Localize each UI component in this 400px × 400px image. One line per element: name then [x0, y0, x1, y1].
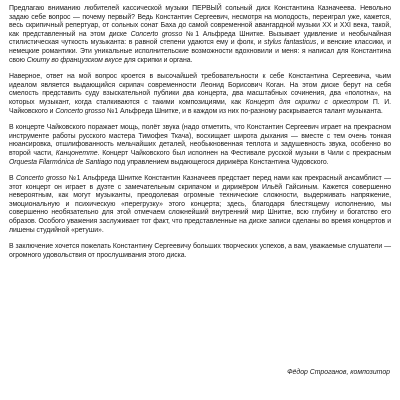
paragraph-intro — [9, 5, 391, 65]
text-segment: №1 Альфреда Шнитке Константин Казначеев предстает перед нами как прекрасный ансамблист — этот концерт он играет в дуэте с замечательным скрипачом и дирижёром Ильёй Гайсиным. Кажется совершенно невероятным, как могут музыканты, преодолевая огромные технические сложности, выдерживать напряжение, эмоциональную и психическую «перегрузку» этого концерта; здесь, благодаря блестящему исполнению, мы совершенно необязательно для этой отмечаем сложнейший внутренний мир Шнитке, всю глубину и богатство его образов. Особого уважения заслуживает тот факт, что представленные на диске записи сделаны во время концертов и лишены студийной «ретуши». — [9, 175, 391, 234]
text-segment: Предлагаю вниманию любителей кассической музыки ПЕРВЫЙ сольный диск Константина Казначеева. Невольно задаю себе вопрос — почему первый? Ведь Константин Сергеевич, несмотря на молодость, переиграл уже, кажется, весь скрипичный репертуар, от сольных сонат Баха до самой современной авангардной музыки XX и XXI века, такой, как представленный на этом диске — [9, 5, 391, 38]
text-segment: . Концерт Чайковского был исполнен на Фестивале русской музыки в Чили с прекрасным — [97, 149, 391, 157]
italic-text-segment: Concerto grosso — [15, 175, 67, 183]
text-segment: Наверное, ответ на мой вопрос кроется в высочайшей требовательности к себе Константина Сергеевича, чьим идеалом является выдающийся скрипач современности Леонид Борисович Коган. На этом диске берут на себя смелость представить суду взыскательной публики два концерта, два масштабных сочинения, два «полотна», на которых музыкант, когда сталкиваются с такими композициями, как — [9, 73, 391, 106]
text-segment: П. И. Чайковского и — [9, 98, 391, 115]
text-segment: В — [9, 175, 16, 183]
italic-text-segment: Concerto grosso — [55, 107, 106, 115]
text-segment: В заключение хочется пожелать Константину Сергеевичу больших творческих успехов, а вам, уважаемые слушатели — огромного удовольствия от прослушивания этого диска. — [9, 243, 391, 259]
paragraph-tchaikovsky — [9, 124, 391, 167]
italic-text-segment: stylus fantasticus — [264, 39, 317, 47]
paragraph-repertoire — [9, 73, 391, 116]
text-segment: для скрипки и органа. — [122, 56, 193, 64]
text-segment: №1 Альфреда Шнитке, и в каждом из них по-разному раскрывается талант музыканта. — [105, 107, 383, 115]
italic-text-segment: Концерт для скрипки с оркестром — [245, 98, 369, 106]
text-segment: В концерте Чайковского поражает мощь, полёт звука (надо отметить, что Константин Сергеевич играет на прекрасном инструменте работы русского мастера Тимофея Ткача), восхищает широта дыхания — вместе с тем очень тонкая нюансировка, отшлифованность мельчайших деталей, необыкновенная теплота и задушевность звука, особенно во второй части, — [9, 124, 391, 157]
paragraph-conclusion — [9, 243, 391, 260]
italic-text-segment: Сюиту во французском вкусе — [26, 56, 123, 64]
author-signature: Фёдор Строганов, композитор — [287, 369, 390, 376]
italic-text-segment: Канцонетте — [55, 149, 98, 157]
text-segment: №1 Альфреда Шнитке. Вызывает удивление и необычайная стилистическая чуткость музыканта: в равной степени удаются ему и фолк, и — [9, 30, 391, 47]
text-segment: , и венские классики, и немецкие романтики. Эти уникальные исполнительские возможности вдохновили и меня: я написал для Константина свою — [9, 39, 391, 64]
paragraph-schnittke — [9, 175, 391, 235]
italic-text-segment: Orquesta Filarmónica de Santiago — [9, 158, 112, 166]
italic-text-segment: Concerto grosso — [130, 30, 183, 38]
text-segment: под управлением выдающегося дирижёра Константина Чудовского. — [111, 158, 329, 166]
